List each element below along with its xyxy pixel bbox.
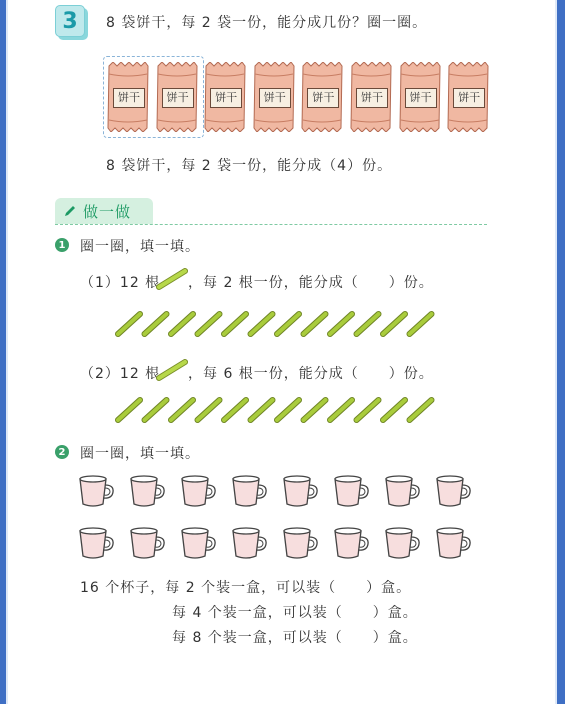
stick-row-1: [115, 310, 437, 342]
practice-header-divider: [55, 224, 487, 225]
sticks: [115, 310, 437, 338]
stick: [224, 400, 246, 420]
page-frame-inner-left: [6, 0, 8, 704]
pencil-icon: [63, 204, 77, 218]
biscuit-bag: [399, 62, 441, 132]
exercise-1-instruction: 圈一圈，填一填。: [80, 239, 200, 255]
stick: [118, 314, 140, 334]
practice-header: [55, 198, 153, 224]
biscuit-bag-label: 饼干: [113, 88, 145, 108]
cup-icon: [76, 526, 116, 562]
cup-icon: [382, 474, 422, 510]
biscuit-bag: [156, 62, 198, 132]
stick: [357, 400, 379, 420]
problem-question: 8 袋饼干，每 2 袋一份，能分成几份？圈一圈。: [106, 15, 428, 31]
biscuit-bag-label: 饼干: [210, 88, 242, 108]
biscuit-bag: [447, 62, 489, 132]
stick: [383, 314, 405, 334]
exercise-2-instruction: 圈一圈，填一填。: [80, 446, 200, 462]
stick: [251, 314, 273, 334]
stick-row-2: [115, 396, 437, 428]
biscuit-bag-label: 饼干: [307, 88, 339, 108]
biscuit-bag: [350, 62, 392, 132]
stick: [251, 400, 273, 420]
problem-answer: 8 袋饼干，每 2 袋一份，能分成（4）份。: [106, 158, 393, 174]
cup-icon: [178, 526, 218, 562]
cup-icon: [76, 474, 116, 510]
stick: [145, 400, 167, 420]
cup-icon: [229, 474, 269, 510]
stick: [410, 314, 432, 334]
cup-icon: [178, 474, 218, 510]
stick-icon: [156, 359, 188, 381]
biscuit-bag-label: 饼干: [356, 88, 388, 108]
cup-icon: [280, 526, 320, 562]
exercise-1-part1-text: ，每 2 根一份，能分成（ ）份。: [188, 275, 434, 291]
cup-icon: [331, 474, 371, 510]
biscuit-bag: [204, 62, 246, 132]
practice-title: 做一做: [83, 202, 132, 221]
stick: [277, 314, 299, 334]
biscuit-bag: [107, 62, 149, 132]
stick: [410, 400, 432, 420]
stick: [357, 314, 379, 334]
stick: [330, 314, 352, 334]
sticks: [115, 396, 437, 424]
stick: [118, 400, 140, 420]
exercise-1-part1-label: （1）12 根: [80, 275, 161, 291]
page-frame-right: [557, 0, 565, 704]
cup-icon: [433, 474, 473, 510]
stick-icon: [156, 268, 188, 290]
stick: [330, 400, 352, 420]
exercise-1-part2-label: （2）12 根: [80, 366, 161, 382]
biscuit-bag-label: 饼干: [162, 88, 194, 108]
stick: [171, 314, 193, 334]
biscuit-bag: [253, 62, 295, 132]
exercise-2-number: 2: [55, 445, 69, 459]
biscuit-bag-label: 饼干: [453, 88, 485, 108]
cup-icon: [229, 526, 269, 562]
exercise-1-part2-text: ，每 6 根一份，能分成（ ）份。: [188, 366, 434, 382]
cup-icon: [433, 526, 473, 562]
biscuit-bag-label: 饼干: [259, 88, 291, 108]
stick: [383, 400, 405, 420]
stick: [171, 400, 193, 420]
problem-number-badge: 3: [55, 5, 85, 37]
cup-icon: [280, 474, 320, 510]
exercise-1-number: 1: [55, 238, 69, 252]
cup-icon: [331, 526, 371, 562]
stick: [304, 314, 326, 334]
cup-icon: [127, 526, 167, 562]
stick: [145, 314, 167, 334]
stick: [198, 400, 220, 420]
exercise-2-line2: 每 4 个装一盒，可以装（ ）盒。: [172, 605, 418, 621]
biscuit-bag-label: 饼干: [405, 88, 437, 108]
cup-icon: [127, 474, 167, 510]
cup-icon: [382, 526, 422, 562]
stick: [277, 400, 299, 420]
exercise-2-line1: 16 个杯子，每 2 个装一盒，可以装（ ）盒。: [80, 580, 412, 596]
biscuit-bag: [301, 62, 343, 132]
stick: [198, 314, 220, 334]
stick: [224, 314, 246, 334]
exercise-2-line3: 每 8 个装一盒，可以装（ ）盒。: [172, 630, 418, 646]
stick: [304, 400, 326, 420]
